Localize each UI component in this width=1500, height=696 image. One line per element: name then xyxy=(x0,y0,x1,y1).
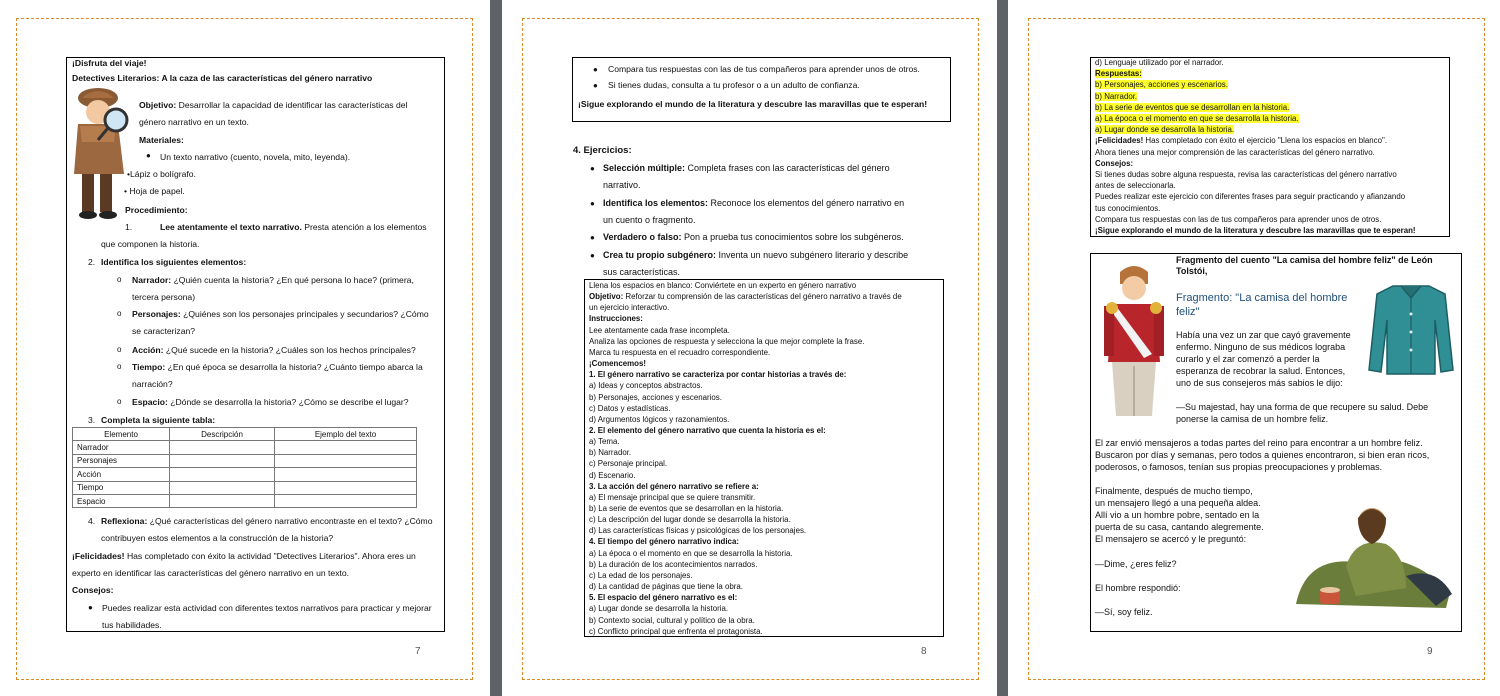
answer-line xyxy=(1095,148,1375,158)
bullet-icon: ● xyxy=(88,603,93,612)
answer-line xyxy=(1095,204,1160,214)
step-number: 3. xyxy=(88,415,96,425)
quiz-line: d) Las características físicas y psicológicas de los personajes. xyxy=(589,526,807,536)
quiz-line: c) La edad de los personajes. xyxy=(589,570,693,580)
story-line: Buscaron por días y semanas, pero todos a quienes encontraron, si bien eran ricos, xyxy=(1095,450,1430,460)
answer-text: antes de seleccionarla. xyxy=(1095,181,1176,191)
element-label: Tiempo: xyxy=(132,362,166,372)
quiz-line: Marca tu respuesta en el recuadro correspondiente. xyxy=(589,347,771,357)
answer-line xyxy=(1095,159,1133,169)
quiz-line: 3. La acción del género narrativo se refiere a: xyxy=(589,481,759,491)
answer-line xyxy=(1095,92,1137,102)
objective-line2: género narrativo en un texto. xyxy=(139,117,249,127)
quiz-line: b) La duración de los acontecimientos narrados. xyxy=(589,559,758,569)
bullet-icon: o xyxy=(117,397,122,406)
quiz-line: Instrucciones: xyxy=(589,314,643,324)
answer-text: Si tienes dudas sobre alguna respuesta, revisa las características del género narrativo xyxy=(1095,170,1397,179)
bullet-icon: o xyxy=(117,345,122,354)
answer-line xyxy=(1095,69,1142,79)
answer-line xyxy=(1095,80,1228,90)
step3-label: Completa la siguiente tabla: xyxy=(101,415,216,425)
page-8 xyxy=(502,0,997,696)
table-row xyxy=(73,441,417,454)
tips-label: Consejos: xyxy=(72,585,114,595)
page-number: 8 xyxy=(921,646,927,657)
bullet-icon: ● xyxy=(590,233,595,242)
element-text: ¿Dónde se desarrolla la historia? ¿Cómo se describe el lugar? xyxy=(170,397,409,407)
story-line: Finalmente, después de mucho tiempo, xyxy=(1095,486,1253,496)
element-item xyxy=(132,397,409,408)
element-text: ¿En qué época se desarrolla la historia? ¿Cuánto tiempo abarca la xyxy=(167,362,423,372)
quiz-line: c) Datos y estadísticas. xyxy=(589,403,671,413)
bullet-icon: ● xyxy=(590,199,595,208)
procedure-label: Procedimiento: xyxy=(125,205,188,215)
table-header: Ejemplo del texto xyxy=(275,428,417,441)
quiz-line: c) La descripción del lugar donde se desarrolla la historia. xyxy=(589,515,791,525)
table-cell-empty[interactable] xyxy=(275,454,417,467)
story-subtitle-cont: feliz" xyxy=(1176,306,1200,318)
element-label: Espacio: xyxy=(132,397,168,407)
bullet-icon: ● xyxy=(593,65,598,74)
answer-text: b) Personajes, acciones y escenarios. xyxy=(1095,80,1228,90)
material-item: Un texto narrativo (cuento, novela, mito, leyenda). xyxy=(160,152,351,162)
answer-text: a) Lugar donde se desarrolla la historia. xyxy=(1095,125,1235,135)
quiz-line: d) La cantidad de páginas que tiene la obra. xyxy=(589,582,743,592)
story-line: El mensajero se acercó y le preguntó: xyxy=(1095,534,1247,544)
quiz-line: a) Lugar donde se desarrolla la historia. xyxy=(589,604,729,614)
quiz-line: c) Conflicto principal que enfrenta el protagonista. xyxy=(589,626,763,636)
table-row xyxy=(73,481,417,494)
answer-line xyxy=(1095,103,1289,113)
heading-enjoy: ¡Disfruta del viaje! xyxy=(72,58,147,68)
element-text-cont: se caracterizan? xyxy=(132,326,196,336)
exercise-label: Verdadero o falso: xyxy=(603,232,682,242)
tip-item: Puedes realizar esta actividad con diferentes textos narrativos para practicar y mejorar xyxy=(102,603,432,613)
exercise-label: Selección múltiple: xyxy=(603,163,686,173)
closing-line: ¡Sigue explorando el mundo de la literatura y descubre las maravillas que te esperan! xyxy=(578,99,928,109)
congrats-line2: experto en identificar las características del género narrativo en un texto. xyxy=(72,568,350,578)
quiz-line: a) Ideas y conceptos abstractos. xyxy=(589,381,703,391)
quiz-line: a) El mensaje principal que se quiere transmitir. xyxy=(589,492,756,502)
detective-illustration-icon xyxy=(68,84,132,222)
congrats-line1: ¡Felicidades! Has completado con éxito la actividad "Detectives Literarios". Ahora eres un xyxy=(72,551,416,561)
quiz-line: ¡Comencemos! xyxy=(589,359,646,369)
table-cell-empty[interactable] xyxy=(275,494,417,507)
story-line: enfermo. Ninguno de sus médicos lograba xyxy=(1176,342,1346,352)
table-cell: Tiempo xyxy=(73,481,170,494)
tip-item: Si tienes dudas, consulta a tu profesor o a un adulto de confianza. xyxy=(608,80,860,90)
quiz-line: Objetivo: Reforzar tu comprensión de las características del género narrativo a través de xyxy=(589,292,902,302)
step1-text: Lee atentamente el texto narrativo. Presta atención a los elementos xyxy=(160,222,427,232)
element-label: Personajes: xyxy=(132,309,181,319)
exercise-label: Identifica los elementos: xyxy=(603,198,709,208)
answer-text: d) Lenguaje utilizado por el narrador. xyxy=(1095,58,1224,67)
answer-text: ¡Sigue explorando el mundo de la literatura y descubre las maravillas que te esperan! xyxy=(1095,226,1416,235)
materials-label: Materiales: xyxy=(139,135,184,145)
story-title: Fragmento del cuento "La camisa del hombre feliz" de León xyxy=(1176,255,1433,265)
story-line: esperanza de recobrar la salud. Entonces, xyxy=(1176,366,1346,376)
story-line: poderosos, o famosos, tenían sus propias preocupaciones y problemas. xyxy=(1095,462,1383,472)
quiz-line: Llena los espacios en blanco: Conviértete en un experto en género narrativo xyxy=(589,281,857,290)
quiz-line: 2. El elemento del género narrativo que cuenta la historia es el: xyxy=(589,425,826,435)
story-line: puerta de su casa, cantando alegremente. xyxy=(1095,522,1264,532)
element-label: Narrador: xyxy=(132,275,172,285)
quiz-line: a) La época o el momento en que se desarrolla la historia. xyxy=(589,548,793,558)
step-number: 4. xyxy=(88,516,96,526)
answer-line: ¡Felicidades! Has completado con éxito el ejercicio "Llena los espacios en blanco". xyxy=(1095,136,1388,146)
element-text: ¿Quién cuenta la historia? ¿En qué persona lo hace? (primera, xyxy=(173,275,414,285)
exercise-item xyxy=(603,163,890,174)
bullet-icon: ● xyxy=(146,151,151,160)
table-cell-empty[interactable] xyxy=(170,441,275,454)
story-line: —Sí, soy feliz. xyxy=(1095,607,1153,617)
page-9 xyxy=(1008,0,1500,696)
answer-line xyxy=(1095,114,1299,124)
table-cell-empty[interactable] xyxy=(170,494,275,507)
quiz-line: 1. El género narrativo se caracteriza por contar historias a través de: xyxy=(589,370,847,380)
shirt-illustration-icon xyxy=(1365,280,1457,376)
story-subtitle: Fragmento: "La camisa del hombre xyxy=(1176,292,1348,304)
bullet-icon: ● xyxy=(590,164,595,173)
exercise-label: Crea tu propio subgénero: xyxy=(603,250,717,260)
answer-text: b) La serie de eventos que se desarrollan en la historia. xyxy=(1095,102,1290,112)
story-line: —Su majestad, hay una forma de que recupere su salud. Debe xyxy=(1176,402,1429,412)
answer-text: b) Narrador. xyxy=(1095,91,1138,101)
story-line: —Dime, ¿eres feliz? xyxy=(1095,559,1177,569)
page-7 xyxy=(0,0,490,696)
exercise-text: Completa frases con las características del género xyxy=(687,163,890,173)
tip-item-cont: tus habilidades. xyxy=(102,620,162,630)
exercise-text: Pon a prueba tus conocimientos sobre los subgéneros. xyxy=(684,232,904,242)
elements-table xyxy=(72,427,417,508)
exercise-text: Reconoce los elementos del género narrativo en xyxy=(710,198,905,208)
element-label: Acción: xyxy=(132,345,164,355)
table-cell: Narrador xyxy=(73,441,170,454)
quiz-line: 4. El tiempo del género narrativo indica: xyxy=(589,537,739,547)
step-number: 2. xyxy=(88,257,96,267)
story-line: El hombre respondió: xyxy=(1095,583,1181,593)
answer-line xyxy=(1095,125,1234,135)
answer-line xyxy=(1095,170,1397,180)
element-item xyxy=(132,309,429,320)
poor-man-illustration-icon xyxy=(1286,496,1456,614)
material-item: •Lápiz o bolígrafo. xyxy=(127,169,196,179)
quiz-line: b) Personajes, acciones y escenarios. xyxy=(589,392,722,402)
bullet-icon: ● xyxy=(593,81,598,90)
table-cell-empty[interactable] xyxy=(275,481,417,494)
step-number: 1. xyxy=(125,222,133,232)
exercise-item xyxy=(603,250,908,261)
quiz-line: b) Narrador. xyxy=(589,448,632,458)
table-header: Elemento xyxy=(73,428,170,441)
table-cell-empty[interactable] xyxy=(170,481,275,494)
element-item xyxy=(132,362,423,373)
element-text-cont: narración? xyxy=(132,379,173,389)
step1-text-cont: que componen la historia. xyxy=(101,239,200,249)
element-text: ¿Qué sucede en la historia? ¿Cuáles son los hechos principales? xyxy=(165,345,416,355)
quiz-line: a) Tema. xyxy=(589,437,620,447)
story-line: Había una vez un zar que cayó gravemente xyxy=(1176,330,1351,340)
table-cell-empty[interactable] xyxy=(275,441,417,454)
quiz-line: b) Contexto social, cultural y político de la obra. xyxy=(589,615,755,625)
table-cell: Personajes xyxy=(73,454,170,467)
bullet-icon: o xyxy=(117,309,122,318)
quiz-line: d) Argumentos lógicos y razonamientos. xyxy=(589,414,730,424)
page-number: 9 xyxy=(1427,646,1433,657)
answer-line xyxy=(1095,58,1224,68)
quiz-line: d) Escenario. xyxy=(589,470,636,480)
table-header: Descripción xyxy=(170,428,275,441)
table-cell: Espacio xyxy=(73,494,170,507)
exercise-item xyxy=(603,198,904,209)
bullet-icon: o xyxy=(117,275,122,284)
quiz-line: Analiza las opciones de respuesta y selecciona la que mejor complete la frase. xyxy=(589,336,865,346)
bullet-icon: o xyxy=(117,362,122,371)
table-row xyxy=(73,454,417,467)
quiz-line: c) Personaje principal. xyxy=(589,459,668,469)
element-item xyxy=(132,275,414,286)
answer-text: Respuestas: xyxy=(1095,69,1142,79)
table-cell-empty[interactable] xyxy=(275,468,417,481)
answer-text: Ahora tienes una mejor comprensión de las características del género narrativo. xyxy=(1095,147,1375,157)
step2-label: Identifica los siguientes elementos: xyxy=(101,257,247,267)
exercise-item xyxy=(603,232,904,243)
story-line: curarlo y el zar comenzó a perder la xyxy=(1176,354,1320,364)
bullet-icon: ● xyxy=(590,251,595,260)
answer-line xyxy=(1095,226,1416,236)
material-item: • Hoja de papel. xyxy=(124,186,185,196)
story-line: Allí vio a un hombre pobre, sentado en la xyxy=(1095,510,1260,520)
exercise-text: Inventa un nuevo subgénero literario y describe xyxy=(718,250,909,260)
table-row xyxy=(73,494,417,507)
answer-text: Compara tus respuestas con las de tus compañeros para aprender unos de otros. xyxy=(1095,214,1382,224)
objective-line1: Objetivo: Desarrollar la capacidad de identificar las características del xyxy=(139,100,408,110)
table-header-row xyxy=(73,428,417,441)
tip-item: Compara tus respuestas con las de tus compañeros para aprender unos de otros. xyxy=(608,64,920,74)
quiz-line: 5. El espacio del género narrativo es el: xyxy=(589,593,738,603)
story-line: uno de sus consejeros más sabios le dijo: xyxy=(1176,378,1343,388)
story-line: un mensajero llegó a una pequeña aldea. xyxy=(1095,498,1261,508)
quiz-line: un ejercicio interactivo. xyxy=(589,303,670,313)
activity-title: Detectives Literarios: A la caza de las características del género narrativo xyxy=(72,73,373,83)
table-cell: Acción xyxy=(73,468,170,481)
element-item xyxy=(132,345,416,356)
quiz-line: Lee atentamente cada frase incompleta. xyxy=(589,325,730,335)
answer-line xyxy=(1095,181,1176,191)
element-text-cont: tercera persona) xyxy=(132,292,196,302)
exercise-text-cont: sus características. xyxy=(603,267,681,277)
story-line: ponerse la camisa de un hombre feliz. xyxy=(1176,414,1329,424)
exercise-text-cont: narrativo. xyxy=(603,180,641,190)
answer-line-lead: ¡Felicidades! xyxy=(1095,136,1144,146)
step4-text-cont: contribuyen estos elementos a la construcción de la historia? xyxy=(101,533,334,543)
exercise-text-cont: un cuento o fragmento. xyxy=(603,215,696,225)
element-text: ¿Quiénes son los personajes principales y secundarios? ¿Cómo xyxy=(183,309,429,319)
exercises-heading: 4. Ejercicios: xyxy=(573,145,632,156)
quiz-line: b) La serie de eventos que se desarrollan en la historia. xyxy=(589,504,784,513)
page-number: 7 xyxy=(415,646,421,657)
tsar-illustration-icon xyxy=(1098,262,1170,418)
story-title-cont: Tolstói, xyxy=(1176,266,1208,276)
table-cell-empty[interactable] xyxy=(170,468,275,481)
table-row xyxy=(73,468,417,481)
step4-text: Reflexiona: ¿Qué características del género narrativo encontraste en el texto? ¿Cómo xyxy=(101,516,433,526)
table-cell-empty[interactable] xyxy=(170,454,275,467)
answer-text: Puedes realizar este ejercicio con diferentes frases para seguir practicando y afianzando xyxy=(1095,192,1406,202)
answer-line xyxy=(1095,215,1381,225)
story-line: El zar envió mensajeros a todas partes del reino para encontrar a un hombre feliz. xyxy=(1095,438,1423,448)
answer-line xyxy=(1095,192,1405,202)
answer-text: a) La época o el momento en que se desarrolla la historia. xyxy=(1095,114,1299,123)
answer-text: Consejos: xyxy=(1095,158,1134,168)
quiz-line-lead: Objetivo: xyxy=(589,292,624,302)
answer-text: tus conocimientos. xyxy=(1095,203,1161,213)
